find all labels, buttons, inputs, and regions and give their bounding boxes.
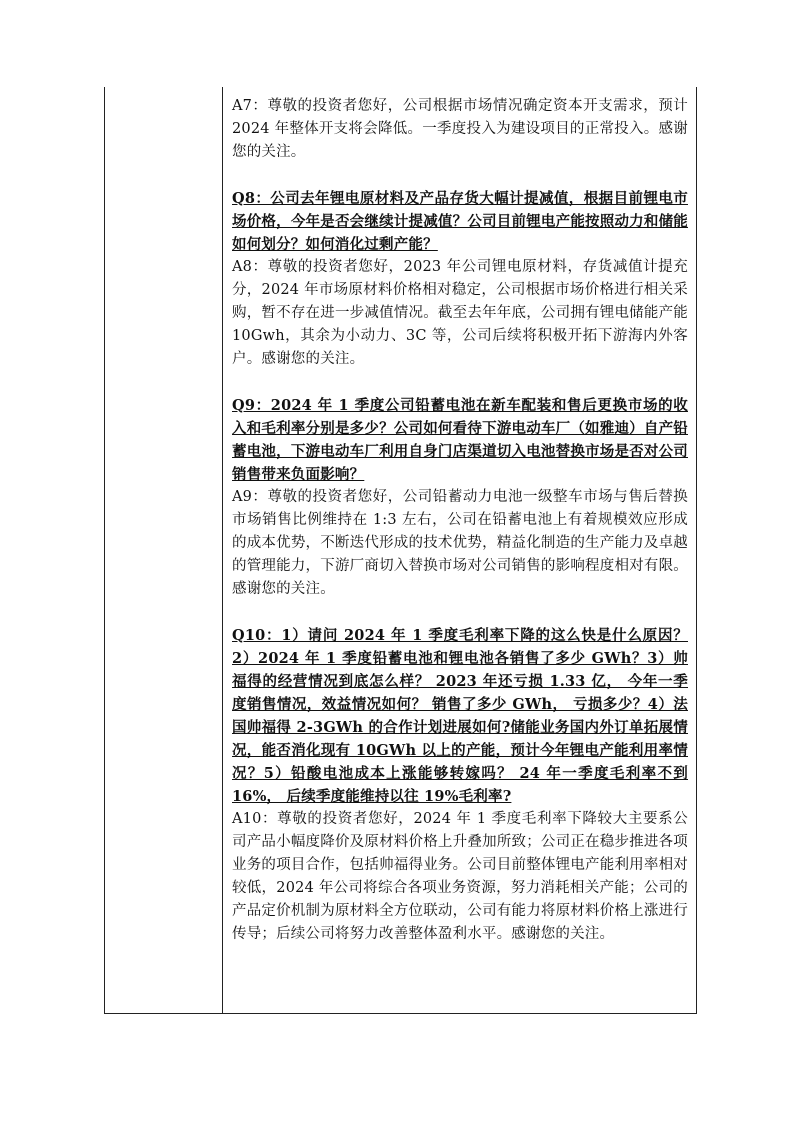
question-text: Q10：1）请问 2024 年 1 季度毛利率下降的这么快是什么原因？2）2024 年 1 季度铅蓄电池和锂电池各销售了多少 GWh？3）帅福得的经营情况到底怎么样？ 2023 年还亏损 1.33 亿， 今年一季度销售情况，效益情况如何？ 销售了多少 GWh， 亏损多少？4）法国帅福得 2-3GWh 的合作计划进展如何?储能业务国内外订单拓展情况，能否消化现有 10GWh 以上的产能，预计今年锂电产能利用率情况？5）铅酸电池成本上涨能够转嫁吗？ 24 年一季度毛利率不到 16%， 后续季度能维持以往 19%毛利率? (232, 627, 688, 805)
qa-table (104, 87, 697, 1014)
qa-block-8 (232, 187, 688, 371)
question-text: Q8：公司去年锂电原材料及产品存货大幅计提减值，根据目前锂电市场价格，今年是否会继续计提减值？公司目前锂电产能按照动力和储能如何划分？如何消化过剩产能？ (232, 190, 688, 253)
answer-text: A10：尊敬的投资者您好，2024 年 1 季度毛利率下降较大主要系公司产品小幅度降价及原材料价格上升叠加所致；公司正在稳步推进各项业务的项目合作，包括帅福得业务。公司目前整体锂电产能利用率相对较低，2024 年公司将综合各项业务资源，努力消耗相关产能；公司的产品定价机制为原材料全方位联动，公司有能力将原材料价格上涨进行传导；后续公司将努力改善整体盈利水平。感谢您的关注。 (232, 811, 688, 942)
answer-text: A7：尊敬的投资者您好，公司根据市场情况确定资本开支需求，预计 2024 年整体开支将会降低。一季度投入为建设项目的正常投入。感谢您的关注。 (232, 98, 688, 160)
table-right-column (223, 87, 696, 1013)
table-left-column (105, 87, 223, 1013)
qa-block-10 (232, 624, 688, 946)
question-text: Q9：2024 年 1 季度公司铅蓄电池在新车配装和售后更换市场的收入和毛利率分别是多少？公司如何看待下游电动车厂（如雅迪）自产铅蓄电池，下游电动车厂利用自身门店渠道切入电池替换市场是否对公司销售带来负面影响？ (232, 397, 688, 483)
paragraph-gap (232, 601, 688, 624)
qa-block-9 (232, 394, 688, 601)
paragraph-gap (232, 371, 688, 394)
qa-block-7 (232, 95, 688, 164)
answer-text: A9：尊敬的投资者您好，公司铅蓄动力电池一级整车市场与售后替换市场销售比例维持在 1:3 左右，公司在铅蓄电池上有着规模效应形成的成本优势，不断迭代形成的技术优势，精益化制造的生产能力及卓越的管理能力，下游厂商切入替换市场对公司销售的影响程度相对有限。感谢您的关注。 (232, 489, 688, 597)
paragraph-gap (232, 164, 688, 187)
answer-text: A8：尊敬的投资者您好，2023 年公司锂电原材料，存货减值计提充分，2024 年市场原材料价格相对稳定，公司根据市场价格进行相关采购，暂不存在进一步减值情况。截至去年年底，公司拥有锂电储能产能 10Gwh，其余为小动力、3C 等，公司后续将积极开拓下游海内外客户。感谢您的关注。 (232, 259, 688, 367)
